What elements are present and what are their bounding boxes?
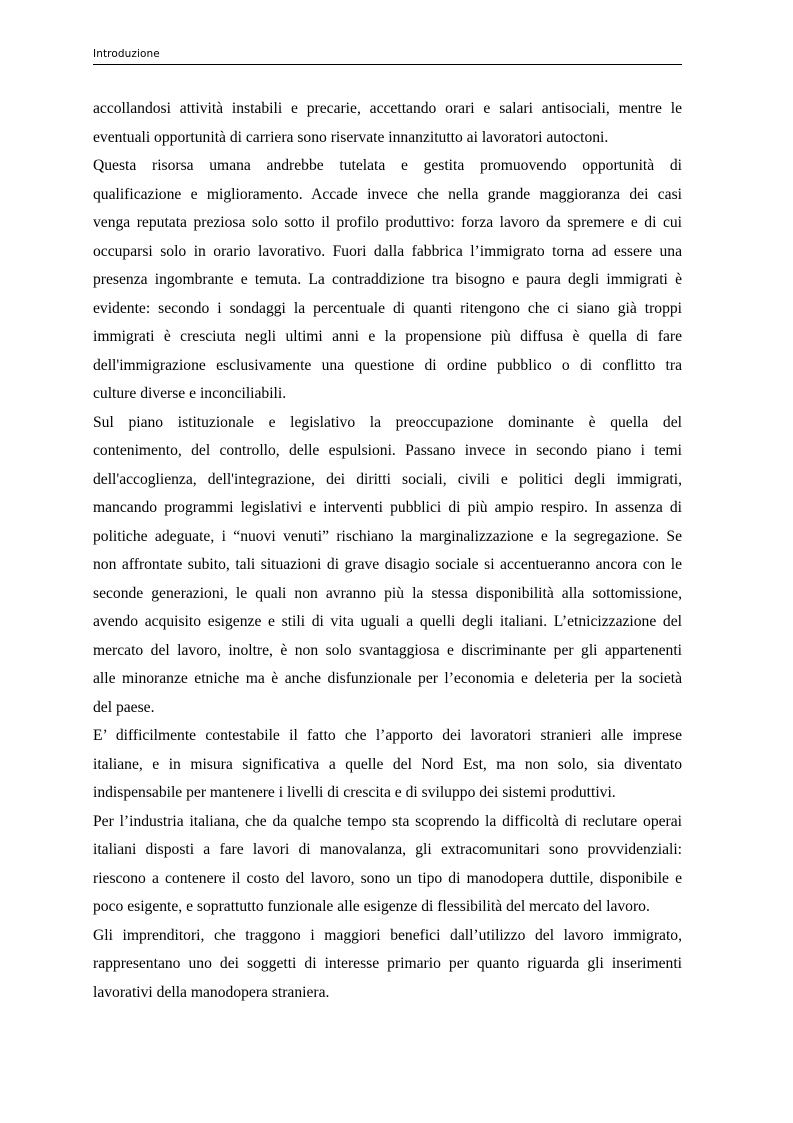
text-line: avendo acquisito esigenze e stili di vita uguali a quelli degli italiani. L’etnicizzazione del (93, 613, 682, 630)
text-line: poco esigente, e soprattutto funzionale alle esigenze di flessibilità del mercato del lavoro. (93, 898, 650, 915)
text-line: immigrati è cresciuta negli ultimi anni e la propensione più diffusa è quella di fare (93, 328, 682, 345)
text-line: accollandosi attività instabili e precarie, accettando orari e salari antisociali, mentre le (93, 100, 682, 117)
text-line: dell'accoglienza, dell'integrazione, dei diritti sociali, civili e politici degli immigrati, (93, 470, 682, 488)
text-line: politiche adeguate, i “nuovi venuti” rischiano la marginalizzazione e la segregazione. Se (93, 527, 682, 545)
text-line: mercato del lavoro, inoltre, è non solo svantaggiosa e discriminante per gli appartenenti (93, 641, 682, 659)
paragraph (93, 152, 682, 409)
paragraph (93, 409, 682, 723)
text-line: occuparsi solo in orario lavorativo. Fuori dalla fabbrica l’immigrato torna ad essere una (93, 242, 682, 260)
text-line: dell'immigrazione esclusivamente una questione di ordine pubblico o di conflitto tra (93, 356, 682, 374)
text-line: Questa risorsa umana andrebbe tutelata e gestita promuovendo opportunità di (93, 157, 682, 174)
text-line: lavorativi della manodopera straniera. (93, 983, 330, 1001)
text-line: mancando programmi legislativi e interventi pubblici di più ampio respiro. In assenza di (93, 499, 682, 516)
text-line: indispensabile per mantenere i livelli di crescita e di sviluppo dei sistemi produttivi. (93, 784, 616, 801)
text-line: Gli imprenditori, che traggono i maggiori benefici dall’utilizzo del lavoro immigrato, (93, 926, 682, 944)
text-line: contenimento, del controllo, delle espulsioni. Passano invece in secondo piano i temi (93, 442, 682, 459)
text-line: E’ difficilmente contestabile il fatto che l’apporto dei lavoratori stranieri alle imprese (93, 727, 682, 744)
text-line: alle minoranze etniche ma è anche disfunzionale per l’economia e deleteria per la società (93, 670, 682, 687)
text-line: rappresentano uno dei soggetti di interesse primario per quanto riguarda gli inserimenti (93, 955, 682, 972)
text-line: riescono a contenere il costo del lavoro, sono un tipo di manodopera duttile, disponibile e (93, 869, 682, 887)
text-line: italiani disposti a fare lavori di manovalanza, gli extracomunitari sono provvidenziali: (93, 841, 682, 858)
paragraph (93, 95, 682, 152)
text-line: culture diverse e inconciliabili. (93, 385, 287, 402)
text-line: seconde generazioni, le quali non avranno più la stessa disponibilità alla sottomissione, (93, 584, 682, 602)
text-line: italiane, e in misura significativa a quelle del Nord Est, ma non solo, sia diventato (93, 755, 682, 773)
paragraph (93, 808, 682, 922)
paragraph (93, 922, 682, 1008)
body-text (93, 95, 682, 1007)
text-line: Per l’industria italiana, che da qualche tempo sta scoprendo la difficoltà di reclutare operai (93, 812, 682, 830)
running-header-title: Introduzione (93, 48, 160, 60)
text-line: venga reputata preziosa solo sotto il profilo produttivo: forza lavoro da spremere e di cui (93, 214, 682, 231)
text-line: non affrontate subito, tali situazioni di grave disagio sociale si accentueranno ancora con le (93, 556, 682, 573)
text-line: qualificazione e miglioramento. Accade invece che nella grande maggioranza dei casi (93, 185, 682, 203)
text-line: evidente: secondo i sondaggi la percentuale di quanti ritengono che ci siano già troppi (93, 299, 682, 317)
text-line: del paese. (93, 698, 155, 716)
text-line: presenza ingombrante e temuta. La contraddizione tra bisogno e paura degli immigrati è (93, 271, 682, 288)
text-line: Sul piano istituzionale e legislativo la preoccupazione dominante è quella del (93, 413, 682, 431)
paragraph (93, 722, 682, 808)
page-header (93, 46, 682, 65)
text-line: eventuali opportunità di carriera sono riservate innanzitutto ai lavoratori autoctoni. (93, 128, 609, 146)
